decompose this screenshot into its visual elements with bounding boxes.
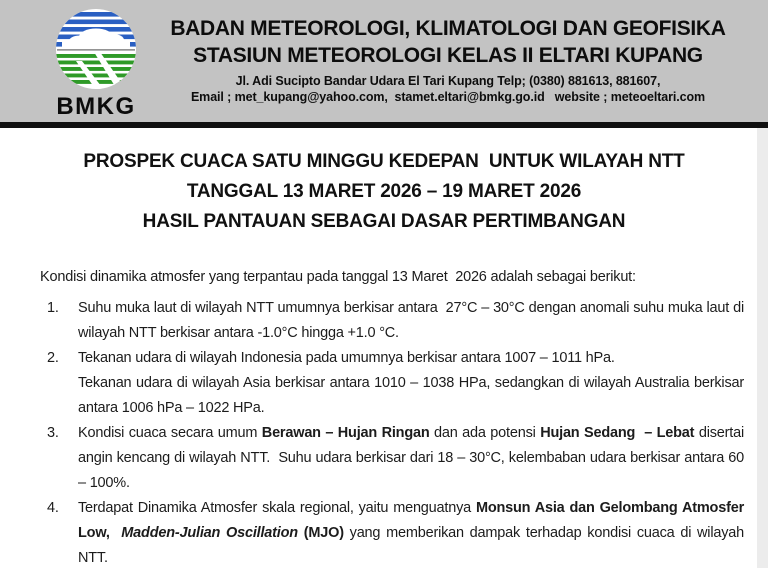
bmkg-logo	[54, 8, 138, 121]
list-item-number: 1.	[47, 300, 59, 316]
text-run: Terdapat Dinamika Atmosfer skala regional, yaitu menguatnya	[78, 500, 476, 516]
list-item-number: 3.	[47, 425, 59, 441]
text-run: dan ada potensi	[429, 425, 541, 441]
list-item	[40, 296, 744, 346]
text-run: Tekanan udara di wilayah Indonesia pada umumnya berkisar antara 1007 – 1011 hPa.	[78, 350, 615, 366]
numbered-list	[40, 290, 744, 571]
bmkg-logo-text: BMKG	[56, 93, 136, 120]
page-edge	[757, 128, 768, 568]
list-item-number: 4.	[47, 500, 59, 516]
text-run: Monsun Asia dan Gelombang Atmosfer Low,	[78, 500, 745, 541]
org-name-line2: STASIUN METEOROLOGI KELAS II ELTARI KUPANG	[193, 44, 703, 67]
org-name-line1: BADAN METEOROLOGI, KLIMATOLOGI DAN GEOFISIKA	[170, 17, 726, 40]
list-item-paragraph	[78, 346, 744, 371]
letterhead-rule	[0, 122, 768, 128]
list-item-paragraph	[78, 296, 744, 346]
intro-paragraph: Kondisi dinamika atmosfer yang terpantau pada tanggal 13 Maret 2026 adalah sebagai berikut:	[40, 269, 636, 285]
text-run: (MJO)	[303, 525, 344, 541]
doc-title-line3: HASIL PANTAUAN SEBAGAI DASAR PERTIMBANGAN	[142, 211, 626, 232]
list-item-body	[78, 496, 744, 571]
text-run: disertai angin kencang di wilayah NTT. Suhu udara berkisar dari 18 – 30°C, kelembaban udara berkisar antara 60 – 100%.	[78, 425, 744, 491]
text-run: Madden-Julian Oscillation	[121, 525, 304, 541]
text-run: Tekanan udara di wilayah Asia berkisar antara 1010 – 1038 HPa, sedangkan di wilayah Australia berkisar antara 1006 hPa – 1022 HPa.	[78, 375, 744, 416]
list-item-body	[78, 296, 744, 346]
bmkg-logo-icon	[55, 8, 137, 90]
document-title	[0, 147, 768, 237]
letterhead	[0, 0, 768, 122]
text-run: Kondisi cuaca secara umum	[78, 425, 262, 441]
list-item	[40, 496, 744, 571]
list-item-paragraph	[78, 496, 744, 571]
address-line: Jl. Adi Sucipto Bandar Udara El Tari Kupang Telp; (0380) 881613, 881607,	[235, 74, 661, 88]
letterhead-text	[138, 0, 768, 105]
text-run: Berawan – Hujan Ringan	[261, 425, 430, 441]
list-item-body	[78, 421, 744, 496]
text-run: Suhu muka laut di wilayah NTT umumnya berkisar antara 27°C – 30°C dengan anomali suhu muka laut di wilayah NTT berkisar antara -1.0°C hingga +1.0 °C.	[78, 300, 744, 341]
list-item-paragraph	[78, 371, 744, 421]
text-run: yang memberikan dampak terhadap kondisi cuaca di wilayah NTT.	[78, 525, 744, 566]
list-item	[40, 421, 744, 496]
doc-title-line2: TANGGAL 13 MARET 2026 – 19 MARET 2026	[186, 181, 582, 202]
list-item	[40, 346, 744, 421]
list-item-body	[78, 346, 744, 421]
contact-line: Email ; met_kupang@yahoo.com, stamet.eltari@bmkg.go.id website ; meteoeltari.com	[190, 90, 706, 104]
list-item-number: 2.	[47, 350, 59, 366]
list-item-paragraph	[78, 421, 744, 496]
text-run: Hujan Sedang – Lebat	[540, 425, 695, 441]
doc-title-line1: PROSPEK CUACA SATU MINGGU KEDEPAN UNTUK WILAYAH NTT	[83, 151, 685, 172]
